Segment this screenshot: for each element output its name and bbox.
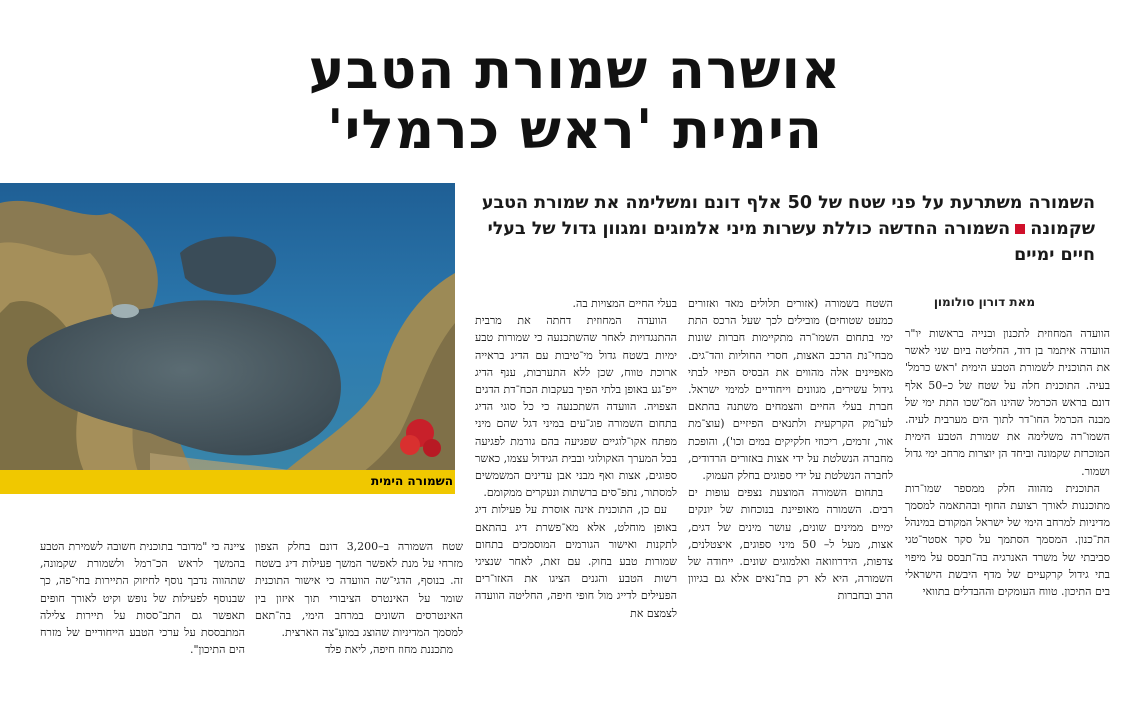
- article-column-3: [475, 295, 677, 622]
- headline-line-2: הימית 'ראש כרמלי': [326, 98, 824, 161]
- subheadline-part-1: השמורה משתרעת על פני שטח של 50 אלף דונם ומשלימה את שמורת הטבע שקמונה: [481, 193, 1095, 239]
- column-4-paragraph-1: שטח השמורה ב–3,200 דונם בחלק הצפון מזרחי על מנת לאפשר המשך פעילות דיג בשטח זה. בנוסף, הדגי־שה הוועדה כי אישור התוכנית שומר על האינטרס הציבורי תוך איזון בין האינטרסים השונים במרחב הימי, בה־תאם למסמך המדיניות שהוצג במועֽ־צה הארצית.: [255, 540, 463, 640]
- column-1-paragraph-2: התוכנית מהווה חלק ממספר שמו־רות מתוכננות לאורך רצועת החוף ובהתאמה למסמך מדיניות למרחב הימי של ישראל המקודם במינהל הת־כנון. המסמך הסתמך על סקר אסטר־טגי סביבתי של משרד האנרגיה בה־תבסס על מיפוי בתי גידול קרקעיים של מדף היבשת הישראלי בים התיכון. טווח העומקים וההבדלים בתוואי: [905, 481, 1110, 599]
- article-column-4: [255, 538, 463, 658]
- column-4-paragraph-2: מתכננת מחוז חיפה, ליאת פלד: [325, 643, 453, 657]
- column-3-paragraph-2: הוועדה המחוזית דחתה את מרבית ההתנגדויות לאחר שהשתכנעה כי שמורות טבע ימיות בשטח גדול מי־טיבות עם הדיג בראייה ארוכת טווח, שכן ללא התערבות, ענף הדיג ייפ־גע באופן בלתי הפיך בעקבות הכח־דת הדגים הצפויה. הוועדה השתכנעה כי כל סוגי הדיג בתחום השמורה פוג־עים במיני דגל שהם מיני מפתח אקו־לוגיים שפגיעה בהם גורמת לפגיעה בכל המערך האקולוגי ובבית הגידול עצמו, כאשר ספוגים, אצות ואף מבני אבן עדינים המשמשים למסתור, נתפ־סים ברשתות ונעקרים ממקומם.: [475, 314, 677, 500]
- column-3-paragraph-1: בעלי החיים המצויות בה.: [572, 297, 677, 310]
- red-square-bullet-icon: [1015, 224, 1025, 234]
- article-column-5: [40, 538, 245, 658]
- subheadline: [465, 190, 1095, 268]
- article-column-1: [905, 325, 1110, 600]
- subheadline-part-2: השמורה החדשה כוללת עשרות מיני אלמוגים ומגוון גדול של בעלי חיים ימיים: [487, 219, 1095, 265]
- column-1-paragraph-1: הוועדה המחוזית לתכנון ובנייה בראשות יו"ר הוועדה איתמר בן דוד, החליטה ביום שני לאשר את התוכנית לשמורת הטבע הימית 'ראש כרמל' בעיה. התוכנית חלה על שטח של כ–50 אלף דונם בראש הכרמל שהינו המ־שכו התת ימי של מבנה הכרמל החו־דר לתוך הים מערבית לעיה. השמו־רה משלימה את שמורת הטבע הימית המוכרזת שקמונה וביחד הן יוצרות מרחב ימי גדול ושמור.: [905, 327, 1110, 478]
- stingray-photo: [0, 183, 455, 494]
- column-3-paragraph-3: עם כן, התוכנית אינה אוסרת על פעילות דיג באופן מוחלט, אלא מא־פשרת דיג בהתאם לתקנות ואישור הגורמים המוסמכים בתחום שמורות טבע בחוק. עם זאת, לאחר שנציגי רשות הטבע והגנים הציגו את האזו־רים הפעילים לדייג מול חופי חיפה, החליטה הוועדה לצמצם את: [475, 503, 677, 620]
- headline-line-1: אושרה שמורת הטבע: [308, 38, 842, 101]
- byline: מאת דורון סולומון: [933, 295, 1035, 309]
- headline: [200, 40, 950, 160]
- column-5-paragraph-1: ציינה כי "מדובר בתוכנית חשובה לשמירת הטבע בהמשך לראש הכ־רמל ולשמורת שקמונה, שתהווה נדבך נוסף לחיזוק התיירות בחי־פה, כך שבנוסף לפעילות של נופש וקיט לאורך חופים תאפשר גם התב־ססות על תיירות צלילה המתבססת על ערכי הטבע הייחודיים של מזרח הים התיכון".: [40, 540, 245, 657]
- photo-caption: השמורה הימית: [371, 474, 453, 488]
- article-column-2: [688, 295, 893, 605]
- column-2-paragraph-2: בתחום השמורה המוצעת נצפים עופות ים רבים. השמורה מאופיינת בנוכחות של יונקים ימיים ממינים שונים, עושר מינים של דגים, אצות, מעל ל– 50 מיני ספוגים, איצטלנים, צדפות, הידרוזואה ואלמוגים שונים. ייחודה של השמורה, היא לא רק בת־נאים אלא גם בגיוון הרב ובחברות: [688, 486, 893, 603]
- column-2-paragraph-1: השטח בשמורה (אזורים תלולים מאד ואזורים כמעט שטוחים) מובילים לכך שעל הרכס התת ימי בתחום השמו־רה מתקיימות חברות שונות מבחי־נת הרכב האצות, חסרי החוליות והד־גים. מאפיינים אלה מהווים את הבסיס הפיזי לבתי גידול עשירים, מגוונים וייחודיים למימי ישראל. חברת בעלי החיים והצמחים משתנה בהתאם לעו־מק הקרקעית ולתנאים הפיזיים (עוצ־מת אור, זרמים, ריכוזי חלקיקים במים וכו'), והופכת מחברה הנשלטת על ידי אצות באזורים הרדודים, לחברה הנשלטת על ידי ספוגים בחלק העמוק.: [688, 297, 893, 483]
